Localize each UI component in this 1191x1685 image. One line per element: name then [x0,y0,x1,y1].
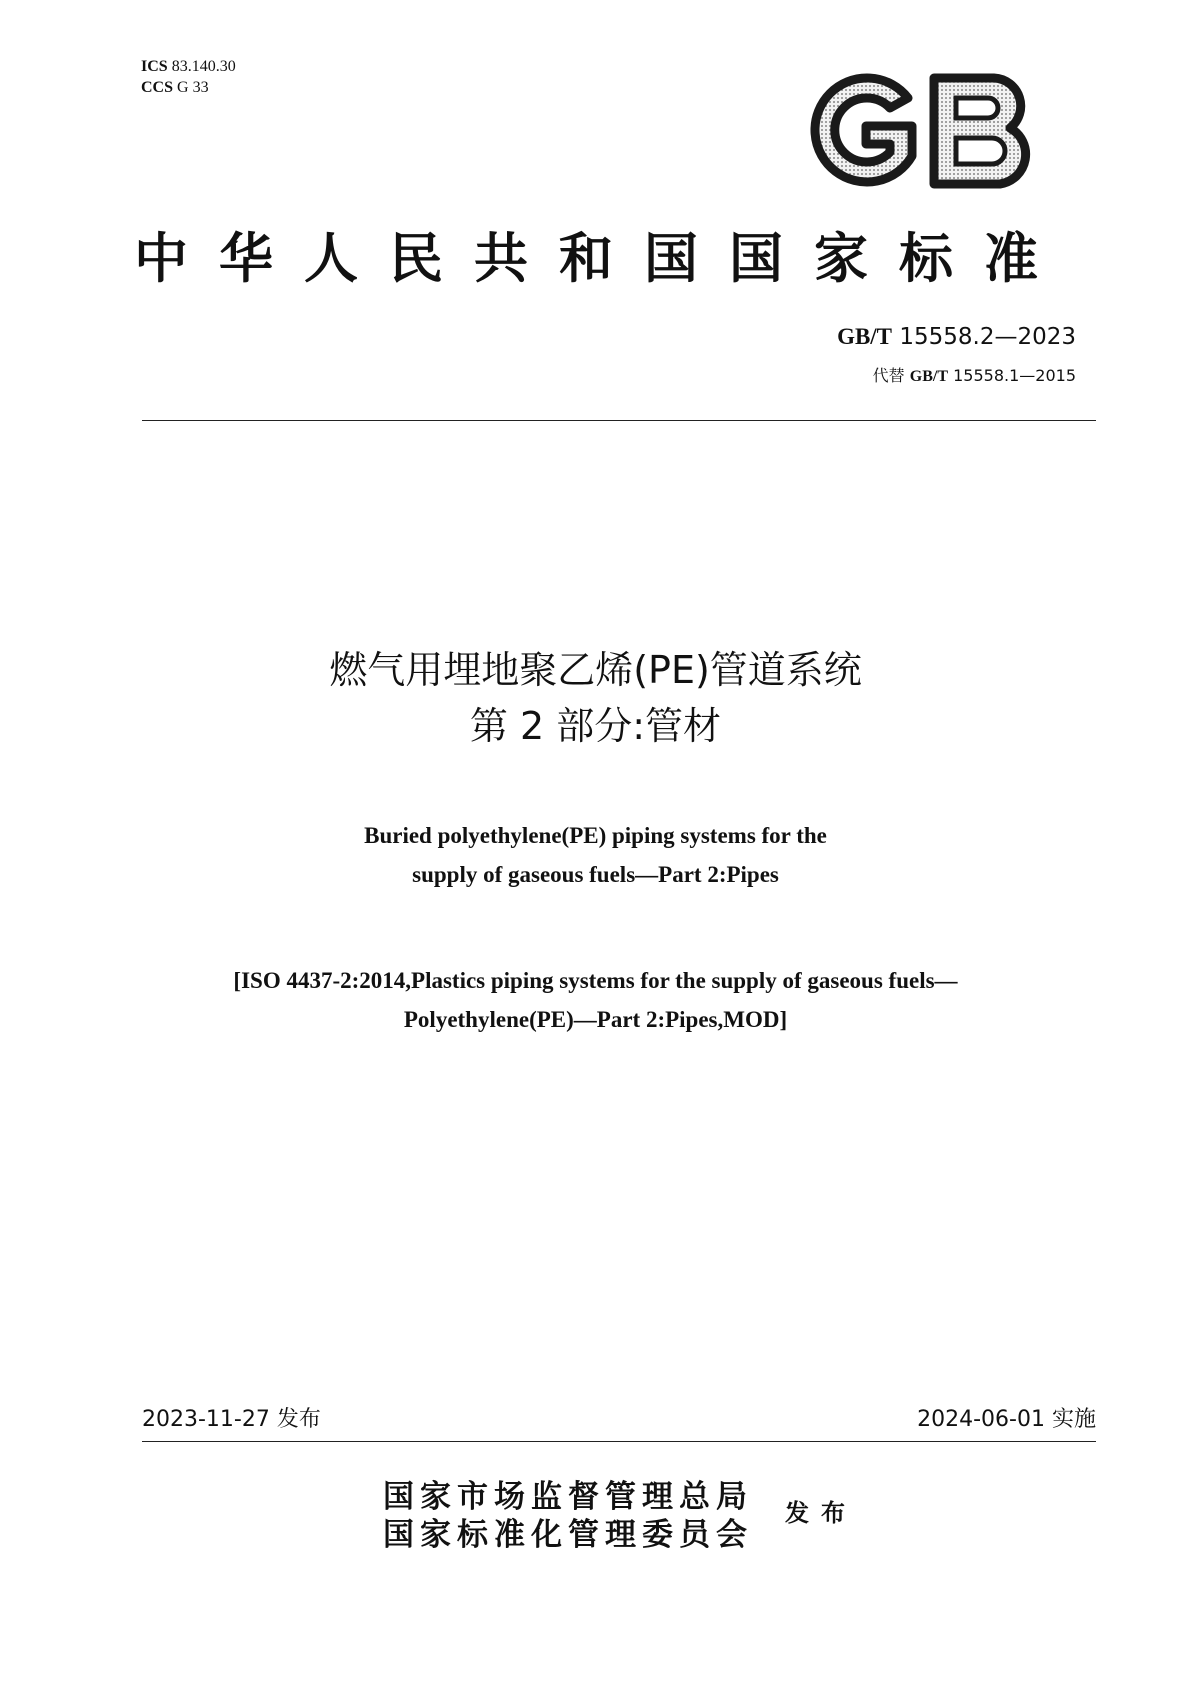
standard-number [837,323,1076,351]
ics-label: ICS [141,58,168,75]
standard-number-prefix: GB/T [837,324,893,349]
issue-date-value: 2023-11-27 [142,1407,270,1432]
replaces-prefix: GB/T [909,368,949,385]
classification-codes [141,56,236,98]
issue-date [142,1405,321,1435]
issuing-authorities [383,1478,753,1554]
iso-reference [0,961,1191,1039]
replaces-label: 代替 [872,366,905,385]
replaces-standard [873,366,1076,387]
implementation-date [917,1405,1096,1435]
gb-logo [804,68,1040,194]
top-divider [142,420,1096,421]
replaces-value: 15558.1—2015 [953,366,1076,385]
iso-reference-line-1: [ISO 4437-2:2014,Plastics piping systems for the supply of gaseous fuels— [233,968,958,993]
gb-logo-text: GB [804,68,806,69]
issue-date-label: 发布 [276,1407,321,1432]
ccs-label: CCS [141,79,174,96]
iso-reference-line-2: Polyethylene(PE)—Part 2:Pipes,MOD] [403,1007,788,1032]
ccs-code: G 33 [177,79,209,96]
chinese-title [0,642,1191,754]
chinese-title-line-1: 燃气用埋地聚乙烯(PE)管道系统 [329,648,862,692]
issuer-sac: 国家标准化管理委员会 [383,1517,753,1553]
publish-label: 发布 [785,1498,857,1527]
ics-code: 83.140.30 [171,58,236,75]
chinese-title-line-2: 第 2 部分:管材 [469,704,722,748]
implementation-date-value: 2024-06-01 [917,1407,1045,1432]
standard-number-value: 15558.2—2023 [899,324,1076,350]
implementation-date-label: 实施 [1051,1407,1096,1432]
bottom-divider [142,1441,1096,1442]
national-standard-title: 中华人民共和国国家标准 [134,227,1069,290]
english-title [0,816,1191,894]
english-title-line-1: Buried polyethylene(PE) piping systems for the [364,823,827,848]
issuer-samr: 国家市场监督管理总局 [383,1479,753,1515]
english-title-line-2: supply of gaseous fuels—Part 2:Pipes [412,862,779,887]
